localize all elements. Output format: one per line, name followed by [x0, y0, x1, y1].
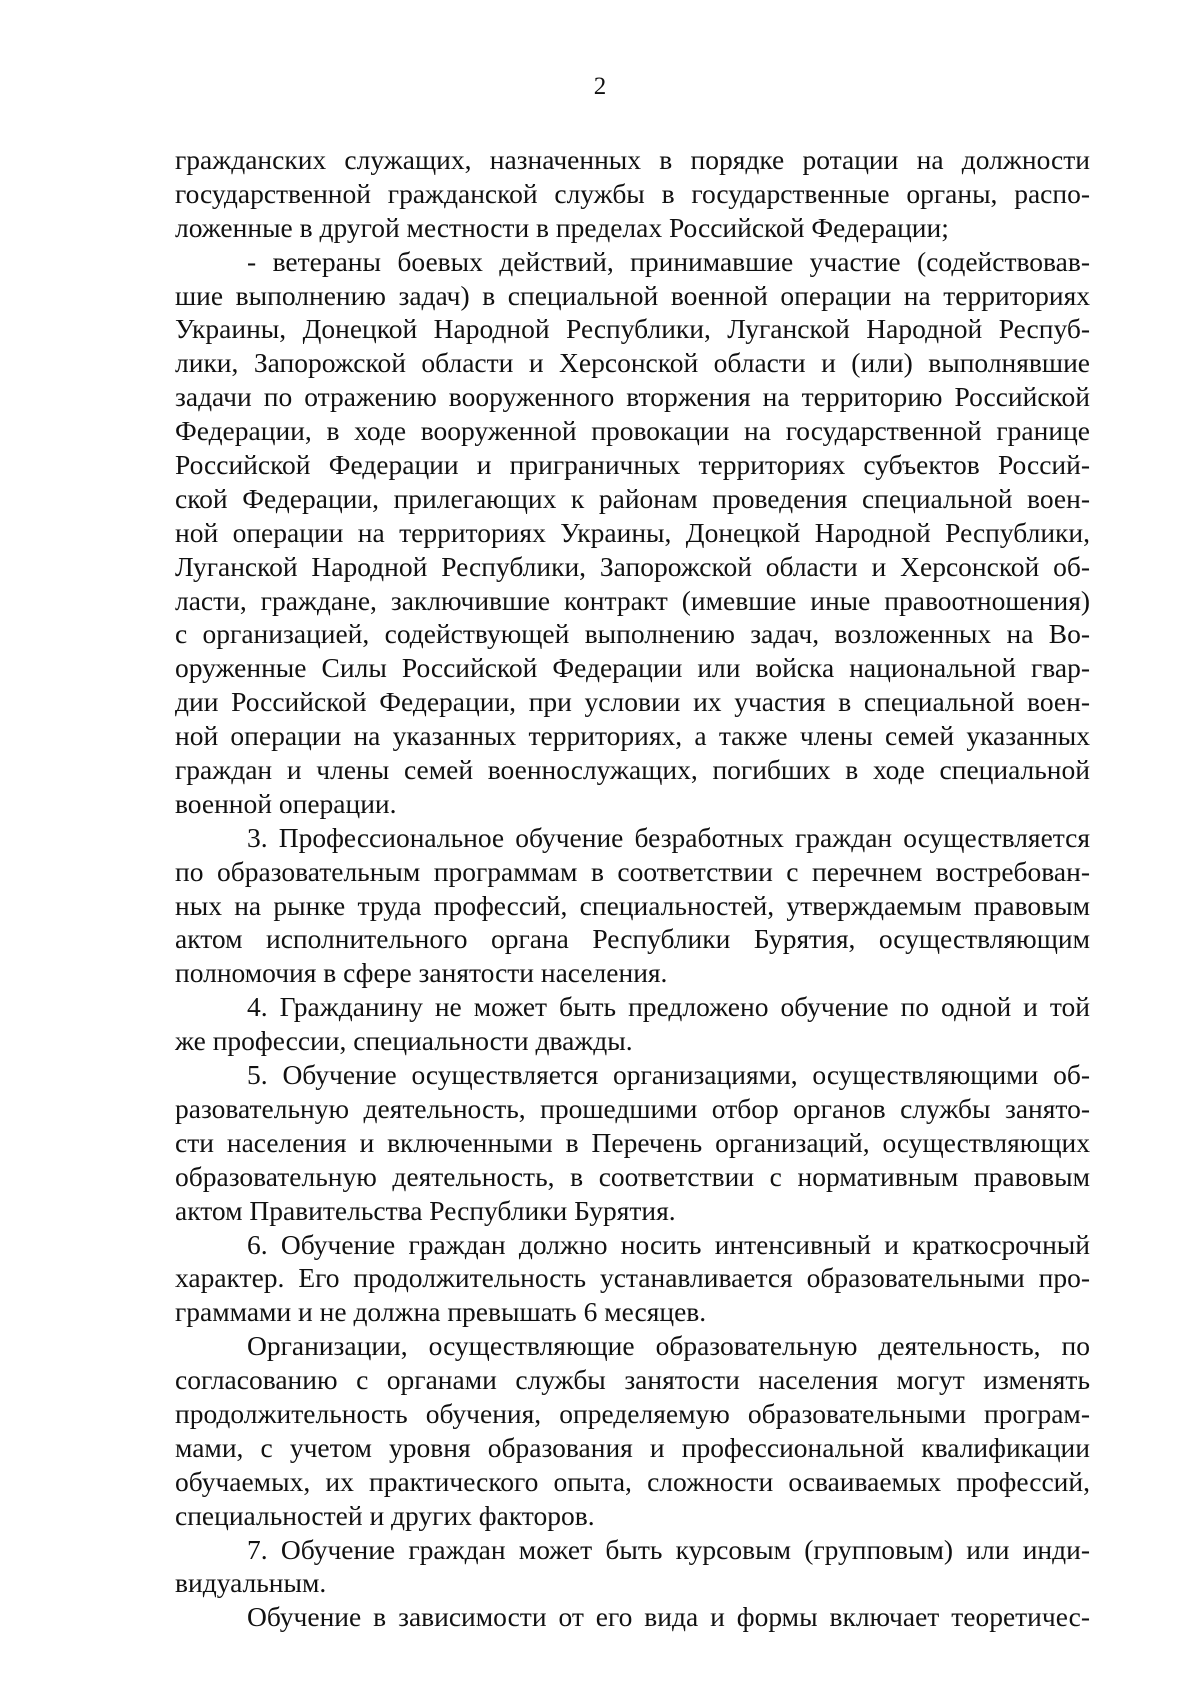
text-line: сти населения и включенными в Перечень организаций, осуществляющих: [175, 1126, 1090, 1158]
text-line: ложенные в другой местности в пределах Российской Федерации;: [175, 211, 949, 243]
paragraph: [175, 1228, 1090, 1330]
page-number: 2: [593, 73, 607, 100]
text-line: лики, Запорожской области и Херсонской области и (или) выполнявшие: [175, 347, 1090, 379]
text-line: ной операции на указанных территориях, а также члены семей указанных: [175, 720, 1090, 752]
text-line: государственной гражданской службы в государственные органы, распо-: [175, 177, 1090, 209]
text-line: актом Правительства Республики Бурятия.: [175, 1194, 676, 1226]
text-line: актом исполнительного органа Республики Бурятия, осуществляющим: [175, 923, 1090, 955]
text-line: 5. Обучение осуществляется организациями, осуществляющими об-: [247, 1059, 1090, 1091]
text-line: с организацией, содействующей выполнению задач, возложенных на Во-: [175, 618, 1090, 650]
text-line: граммами и не должна превышать 6 месяцев.: [175, 1296, 707, 1328]
text-line: задачи по отражению вооруженного вторжения на территорию Российской: [175, 381, 1090, 413]
text-line: 3. Профессиональное обучение безработных граждан осуществляется: [247, 821, 1090, 853]
paragraph: [175, 1329, 1090, 1532]
text-line: согласованию с органами службы занятости населения могут изменять: [175, 1364, 1090, 1396]
text-line: Луганской Народной Республики, Запорожской области и Херсонской об-: [175, 550, 1090, 582]
document-body: [175, 143, 1090, 1634]
text-line: 7. Обучение граждан может быть курсовым (групповым) или инди-: [247, 1533, 1090, 1565]
paragraph: [175, 1058, 1090, 1227]
text-line: Российской Федерации и приграничных территориях субъектов Россий-: [175, 449, 1090, 481]
text-line: характер. Его продолжительность устанавливается образовательными про-: [175, 1262, 1090, 1294]
text-line: обучаемых, их практического опыта, сложности осваиваемых профессий,: [175, 1465, 1090, 1497]
text-line: гражданских служащих, назначенных в порядке ротации на должности: [175, 144, 1090, 175]
text-line: оруженные Силы Российской Федерации или войска национальной гвар-: [175, 652, 1090, 684]
text-line: Федерации, в ходе вооруженной провокации на государственной границе: [175, 415, 1090, 447]
text-line: образовательную деятельность, в соответствии с нормативным правовым: [175, 1160, 1090, 1192]
paragraph: [175, 821, 1090, 990]
paragraph: [175, 245, 1090, 821]
text-line: специальностей и других факторов.: [175, 1499, 595, 1531]
text-line: дии Российской Федерации, при условии их участия в специальной воен-: [175, 686, 1090, 718]
text-line: 4. Гражданину не может быть предложено обучение по одной и той: [247, 991, 1090, 1023]
text-line: ных на рынке труда профессий, специальностей, утверждаемым правовым: [175, 889, 1090, 921]
text-line: шие выполнению задач) в специальной военной операции на территориях: [175, 279, 1090, 311]
text-line: граждан и члены семей военнослужащих, погибших в ходе специальной: [175, 754, 1090, 786]
text-line: ской Федерации, прилегающих к районам проведения специальной воен-: [175, 482, 1090, 514]
text-line: мами, с учетом уровня образования и профессиональной квалификации: [175, 1431, 1090, 1463]
text-line: ласти, граждане, заключившие контракт (имевшие иные правоотношения): [175, 584, 1090, 616]
text-line: военной операции.: [175, 787, 397, 819]
text-line: - ветераны боевых действий, принимавшие участие (содействовав-: [247, 245, 1090, 277]
paragraph: [175, 1600, 1090, 1634]
text-line: полномочия в сфере занятости населения.: [175, 957, 668, 989]
text-line: ной операции на территориях Украины, Донецкой Народной Республики,: [175, 516, 1090, 548]
text-line: же профессии, специальности дважды.: [175, 1025, 633, 1057]
text-line: разовательную деятельность, прошедшими отбор органов службы занято-: [175, 1092, 1090, 1124]
text-line: Обучение в зависимости от его вида и формы включает теоретичес-: [247, 1601, 1090, 1633]
paragraph: [175, 990, 1090, 1058]
paragraph: [175, 1533, 1090, 1601]
text-line: Украины, Донецкой Народной Республики, Луганской Народной Респуб-: [175, 313, 1090, 345]
text-line: продолжительность обучения, определяемую образовательными програм-: [175, 1397, 1090, 1429]
text-line: по образовательным программам в соответствии с перечнем востребован-: [175, 855, 1090, 887]
paragraph: [175, 143, 1090, 245]
text-line: Организации, осуществляющие образовательную деятельность, по: [247, 1330, 1090, 1362]
text-line: 6. Обучение граждан должно носить интенсивный и краткосрочный: [247, 1228, 1090, 1260]
text-line: видуальным.: [175, 1567, 327, 1599]
